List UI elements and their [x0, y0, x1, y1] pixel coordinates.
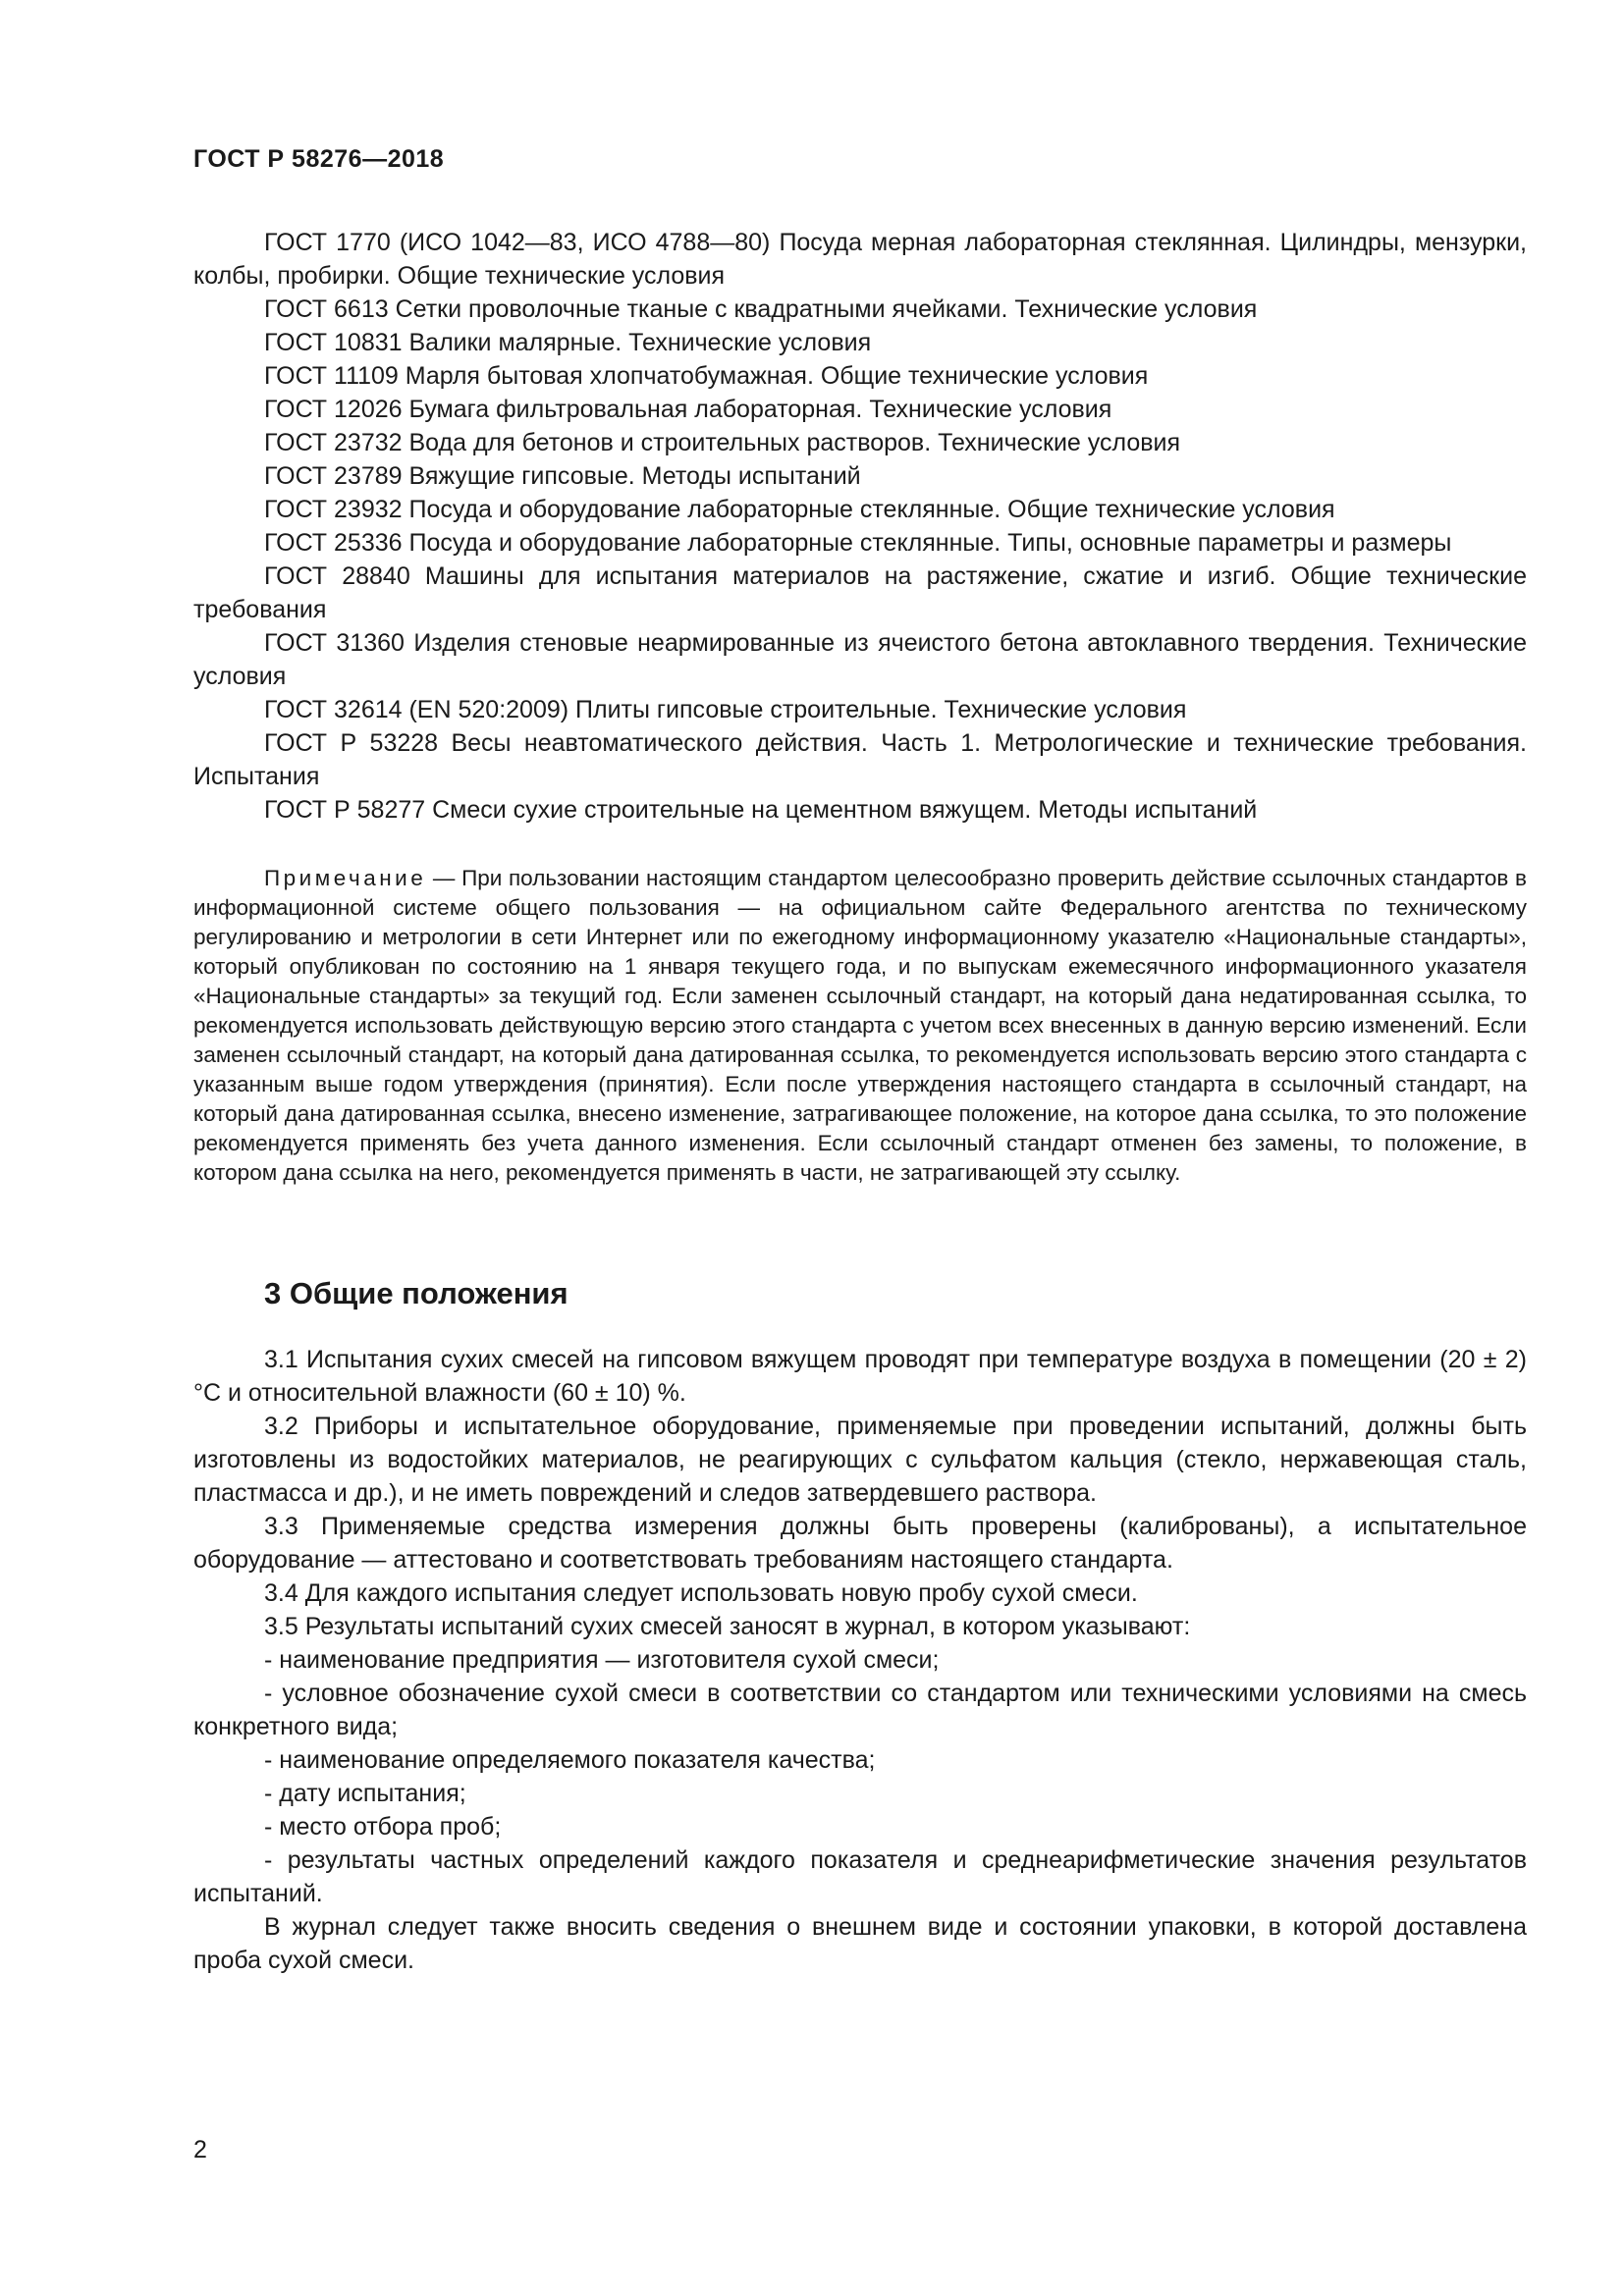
- section-paragraph: В журнал следует также вносить сведения о внешнем виде и состоянии упаковки, в которой доставлена проба сухой смеси.: [193, 1913, 1527, 1974]
- reference-item: ГОСТ 23932 Посуда и оборудование лабораторные стеклянные. Общие технические условия: [264, 496, 1335, 523]
- list-item: - наименование определяемого показателя качества;: [264, 1746, 876, 1774]
- reference-item: ГОСТ 28840 Машины для испытания материалов на растяжение, сжатие и изгиб. Общие технические требования: [193, 562, 1527, 623]
- note-paragraph: [193, 864, 1527, 1188]
- section-title: 3 Общие положения: [264, 1276, 568, 1310]
- reference-item: ГОСТ 23789 Вяжущие гипсовые. Методы испытаний: [264, 462, 861, 490]
- reference-note: [193, 864, 1527, 1188]
- reference-item: ГОСТ 23732 Вода для бетонов и строительных растворов. Технические условия: [264, 429, 1181, 456]
- note-label: Примечание: [264, 866, 427, 890]
- list-item: - условное обозначение сухой смеси в соответствии со стандартом или техническими условиями на смесь конкретного вида;: [193, 1680, 1527, 1740]
- reference-item: ГОСТ 10831 Валики малярные. Технические условия: [264, 329, 872, 356]
- reference-item: ГОСТ 1770 (ИСО 1042—83, ИСО 4788—80) Посуда мерная лабораторная стеклянная. Цилиндры, мензурки, колбы, пробирки. Общие технические условия: [193, 229, 1527, 290]
- section-paragraph: 3.5 Результаты испытаний сухих смесей заносят в журнал, в котором указывают:: [264, 1613, 1191, 1640]
- reference-item: ГОСТ 12026 Бумага фильтровальная лабораторная. Технические условия: [264, 396, 1112, 423]
- section-paragraph: 3.4 Для каждого испытания следует использовать новую пробу сухой смеси.: [264, 1579, 1138, 1607]
- list-item: - результаты частных определений каждого показателя и среднеарифметические значения результатов испытаний.: [193, 1846, 1527, 1907]
- reference-item: ГОСТ 6613 Сетки проволочные тканые с квадратными ячейками. Технические условия: [264, 295, 1258, 323]
- normative-references-list: [193, 226, 1527, 827]
- reference-item: ГОСТ 25336 Посуда и оборудование лабораторные стеклянные. Типы, основные параметры и размеры: [264, 529, 1452, 557]
- list-item: - наименование предприятия — изготовителя сухой смеси;: [264, 1646, 940, 1674]
- reference-item: ГОСТ Р 53228 Весы неавтоматического действия. Часть 1. Метрологические и технические требования. Испытания: [193, 729, 1527, 790]
- reference-item: ГОСТ Р 58277 Смеси сухие строительные на цементном вяжущем. Методы испытаний: [264, 796, 1258, 824]
- list-item: - дату испытания;: [264, 1780, 466, 1807]
- reference-item: ГОСТ 32614 (EN 520:2009) Плиты гипсовые строительные. Технические условия: [264, 696, 1187, 723]
- section-paragraph: 3.2 Приборы и испытательное оборудование, применяемые при проведении испытаний, должны быть изготовлены из водостойких материалов, не реагирующих с сульфатом кальция (стекло, нержавеющая сталь, пластмасса и др.), и не иметь повреждений и следов затвердевшего раствора.: [193, 1413, 1527, 1507]
- section-paragraph: 3.1 Испытания сухих смесей на гипсовом вяжущем проводят при температуре воздуха в помещении (20 ± 2) °С и относительной влажности (60 ± 10) %.: [193, 1346, 1527, 1407]
- page-number: 2: [193, 2136, 207, 2163]
- reference-item: ГОСТ 31360 Изделия стеновые неармированные из ячеистого бетона автоклавного твердения. Технические условия: [193, 629, 1527, 690]
- list-item: - место отбора проб;: [264, 1813, 502, 1841]
- section-body: [193, 1343, 1527, 1977]
- section-paragraph: 3.3 Применяемые средства измерения должны быть проверены (калиброваны), а испытательное оборудование — аттестовано и соответствовать требованиям настоящего стандарта.: [193, 1513, 1527, 1574]
- reference-item: ГОСТ 11109 Марля бытовая хлопчатобумажная. Общие технические условия: [264, 362, 1149, 390]
- note-text: — При пользовании настоящим стандартом целесообразно проверить действие ссылочных стандартов в информационной системе общего пользования — на официальном сайте Федерального агентства по техническому регулированию и метрологии в сети Интернет или по ежегодному информационному указателю «Национальные стандарты», который опубликован по состоянию на 1 января текущего года, и по выпускам ежемесячного информационного указателя «Национальные стандарты» за текущий год. Если заменен ссылочный стандарт, на который дана недатированная ссылка, то рекомендуется использовать действующую версию этого стандарта с учетом всех внесенных в данную версию изменений. Если заменен ссылочный стандарт, на который дана датированная ссылка, то рекомендуется использовать версию этого стандарта с указанным выше годом утверждения (принятия). Если после утверждения настоящего стандарта в ссылочный стандарт, на который дана датированная ссылка, внесено изменение, затрагивающее положение, на которое дана ссылка, то это положение рекомендуется применять без учета данного изменения. Если ссылочный стандарт отменен без замены, то положение, в котором дана ссылка на него, рекомендуется применять в части, не затрагивающей эту ссылку.: [193, 866, 1527, 1185]
- document-header: ГОСТ Р 58276—2018: [193, 145, 445, 173]
